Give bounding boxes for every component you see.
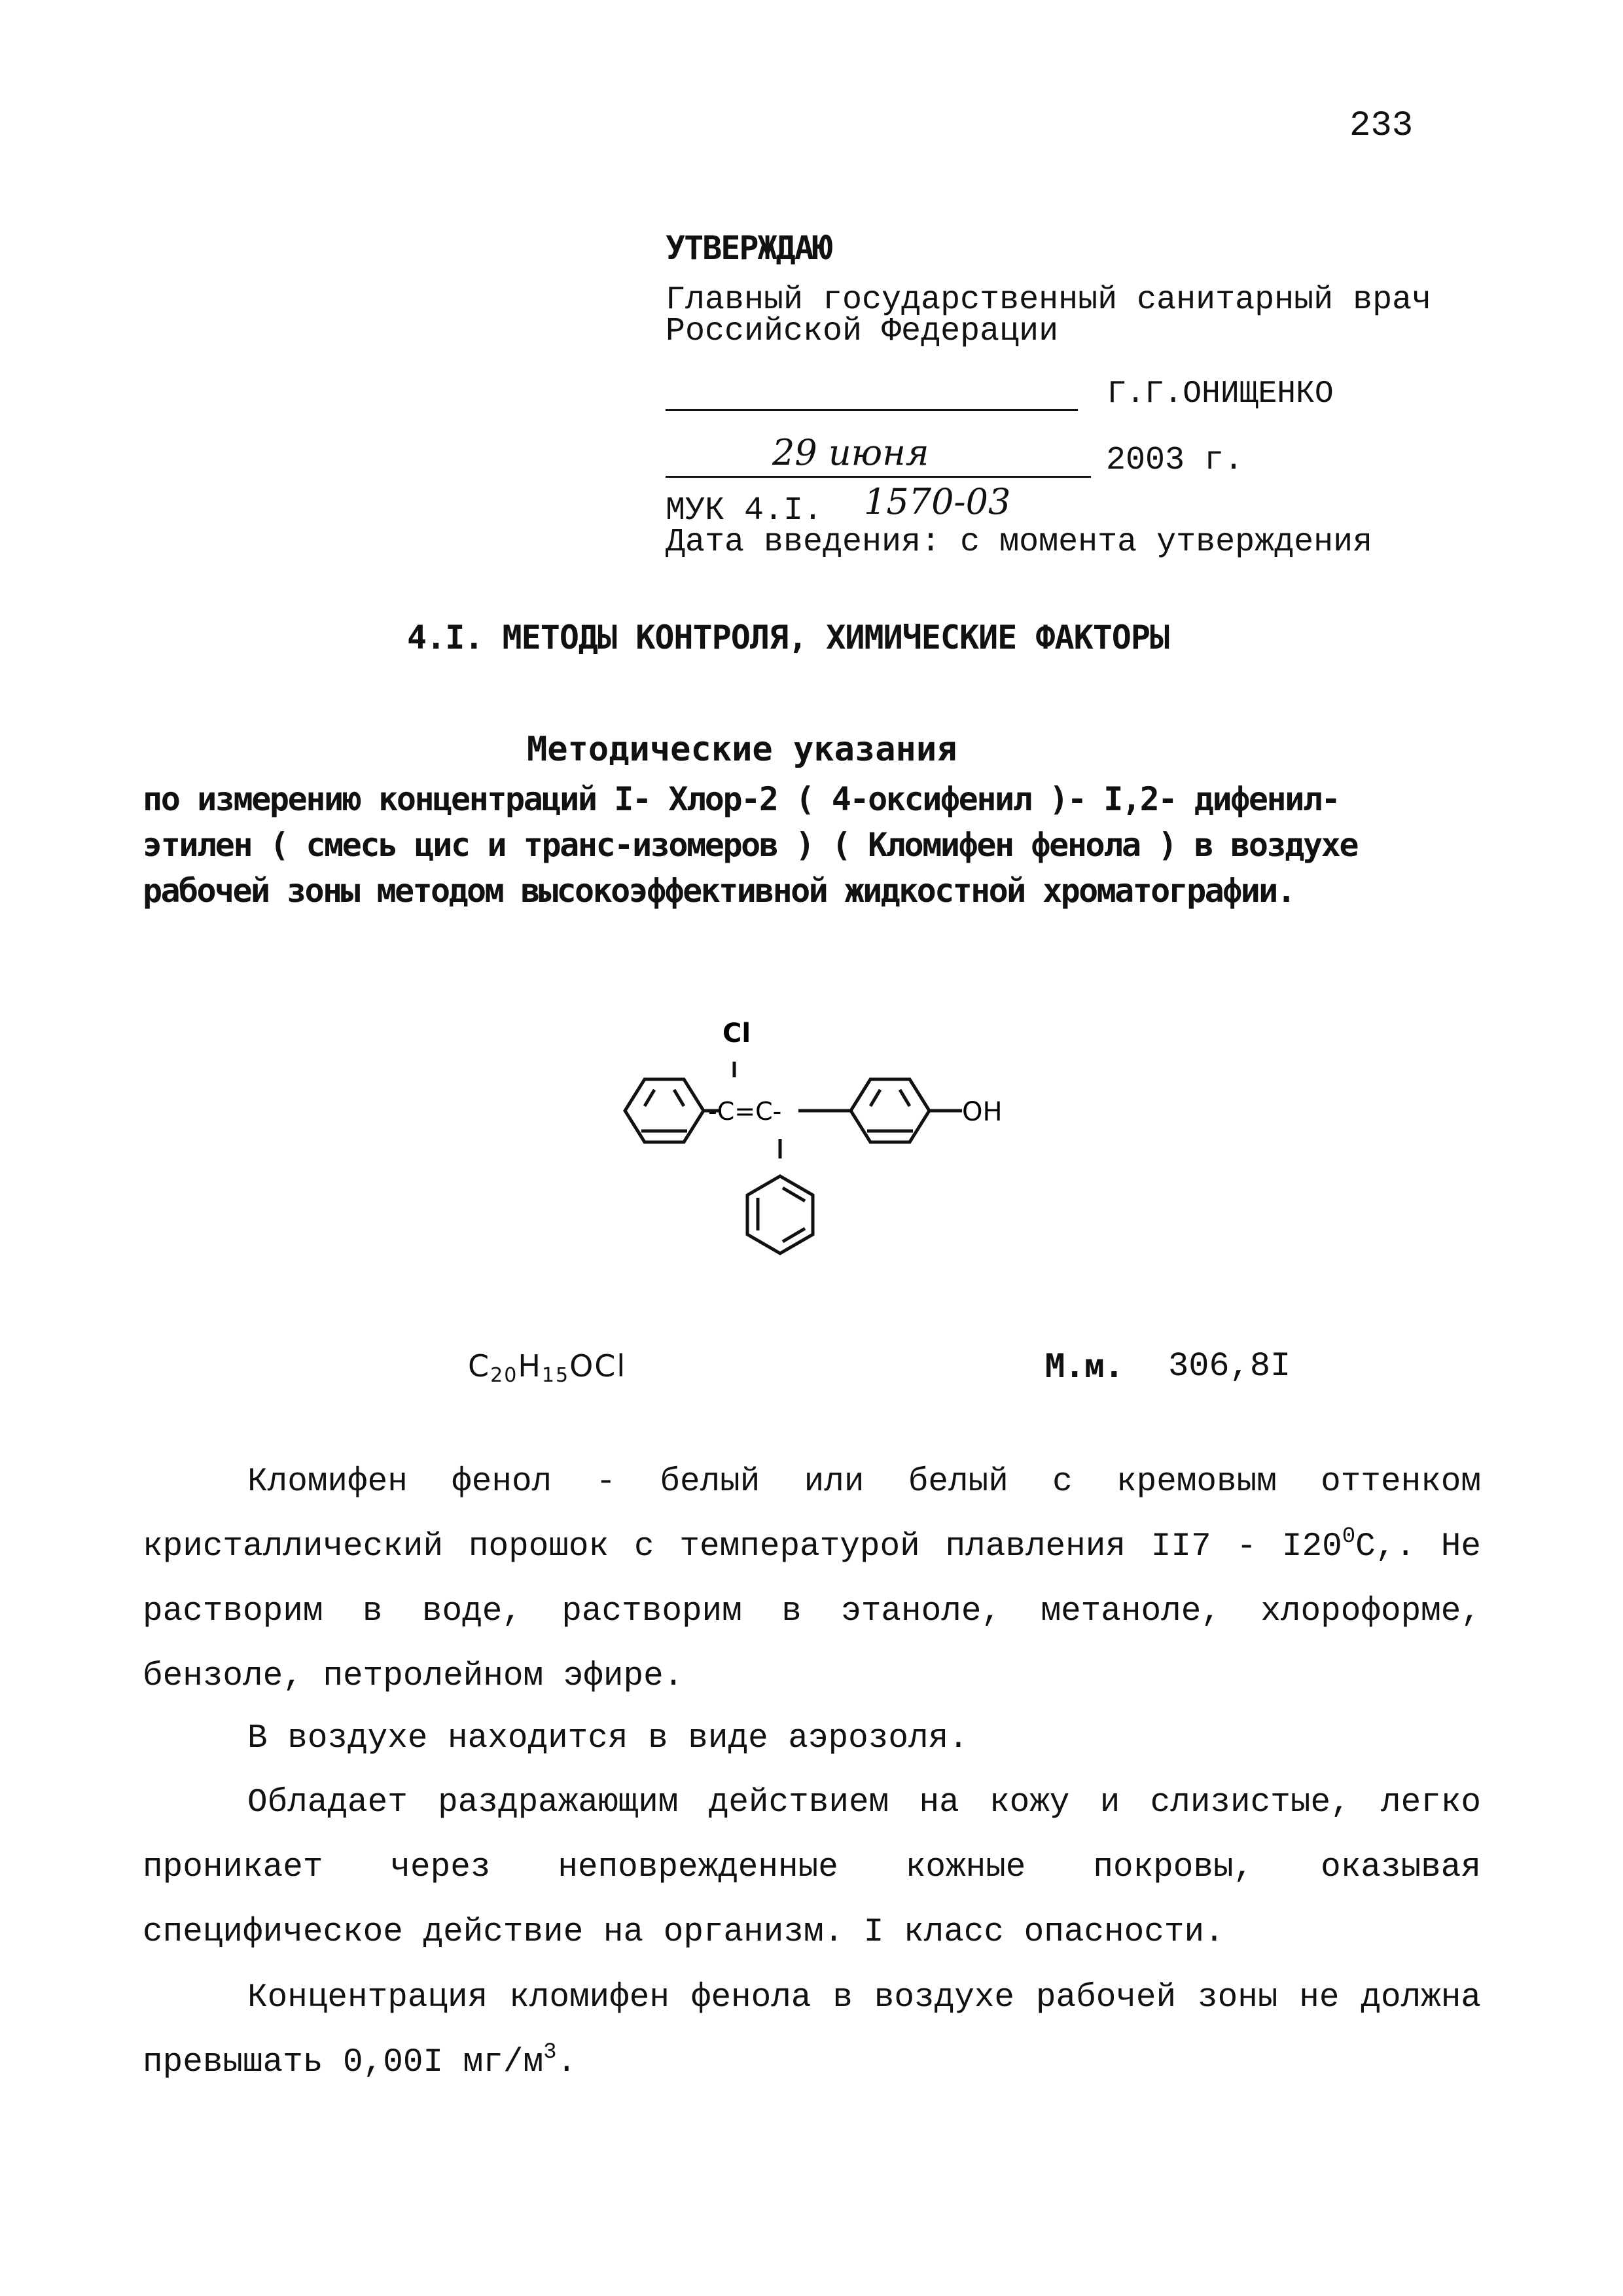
doc-title-line4: рабочей зоны методом высокоэффективной жидкостной хроматографии.	[143, 872, 1295, 910]
doc-title-line3: этилен ( смесь цис и транс-изомеров ) ( Кломифен фенола ) в воздухе	[143, 826, 1358, 864]
molar-mass-label: М.м.	[1045, 1347, 1124, 1385]
description-text: Кломифен фенол - белый или белый с кремовым оттенком кристаллический порошок с температурой плавления II7 - I20	[143, 1463, 1481, 1566]
section-heading: 4.I. МЕТОДЫ КОНТРОЛЯ, ХИМИЧЕСКИЕ ФАКТОРЫ	[407, 619, 1169, 656]
paragraph-description	[143, 1450, 1481, 1709]
effective-date: Дата введения: с момента утверждения	[666, 524, 1373, 561]
concentration-text: Концентрация кломифен фенола в воздухе рабочей зоны не должна превышать 0,00I мг/м	[143, 1979, 1481, 2081]
structure-oh-label: OH	[962, 1097, 1003, 1127]
aerosol-text: В воздухе находится в виде аэрозоля.	[247, 1720, 969, 1757]
handwritten-date: 29 июня	[772, 432, 929, 473]
description-text-end: C,. Не растворим в воде, растворим в этаноле, метаноле, хлороформе, бензоле, петролейном эфире.	[143, 1528, 1481, 1695]
formula-rest: OCl	[569, 1348, 627, 1384]
paragraph-concentration	[143, 1965, 1481, 2095]
right-phenyl-ring	[851, 1079, 929, 1142]
approval-position-line2: Российской Федерации	[666, 313, 1059, 350]
approval-title: УТВЕРЖДАЮ	[666, 229, 831, 267]
date-line	[666, 476, 1091, 478]
formula-hydrogen-count: 15	[541, 1364, 570, 1387]
muk-label: МУК 4.I.	[666, 492, 823, 529]
structure-cl-label: Cl	[722, 1018, 751, 1049]
handwritten-muk-number: 1570-03	[864, 481, 1011, 522]
molar-mass-value: 306,8I	[1168, 1347, 1291, 1386]
hazard-text: Обладает раздражающим действием на кожу и слизистые, легко проникает через неповрежденные кожные покровы, оказывая специфическое действие на организм. I класс опасности.	[143, 1784, 1481, 1951]
cubic-mark: 3	[543, 2040, 557, 2065]
page-number: 233	[1349, 106, 1414, 146]
left-phenyl-ring	[625, 1079, 704, 1142]
signatory-name: Г.Г.ОНИЩЕНКО	[1107, 376, 1334, 412]
formula-carbon-count: 20	[490, 1364, 518, 1387]
degree-mark: 0	[1342, 1524, 1356, 1549]
paragraph-hazard	[143, 1770, 1481, 1965]
empirical-formula	[468, 1348, 627, 1387]
approval-year: 2003 г.	[1106, 442, 1244, 479]
formula-hydrogen: H	[518, 1348, 542, 1384]
approval-position-line1: Главный государственный санитарный врач	[666, 281, 1432, 319]
paragraph-aerosol	[143, 1706, 1481, 1771]
structure-cc-label: -C=C-	[708, 1097, 782, 1126]
signature-line	[666, 409, 1078, 411]
doc-title-line2: по измерению концентраций I- Хлор-2 ( 4-оксифенил )- I,2- дифенил-	[143, 780, 1340, 818]
concentration-text-end: .	[556, 2044, 577, 2081]
formula-carbon: C	[468, 1348, 491, 1384]
bottom-phenyl-ring	[747, 1176, 813, 1253]
doc-title-line1: Методические указания	[527, 730, 957, 769]
